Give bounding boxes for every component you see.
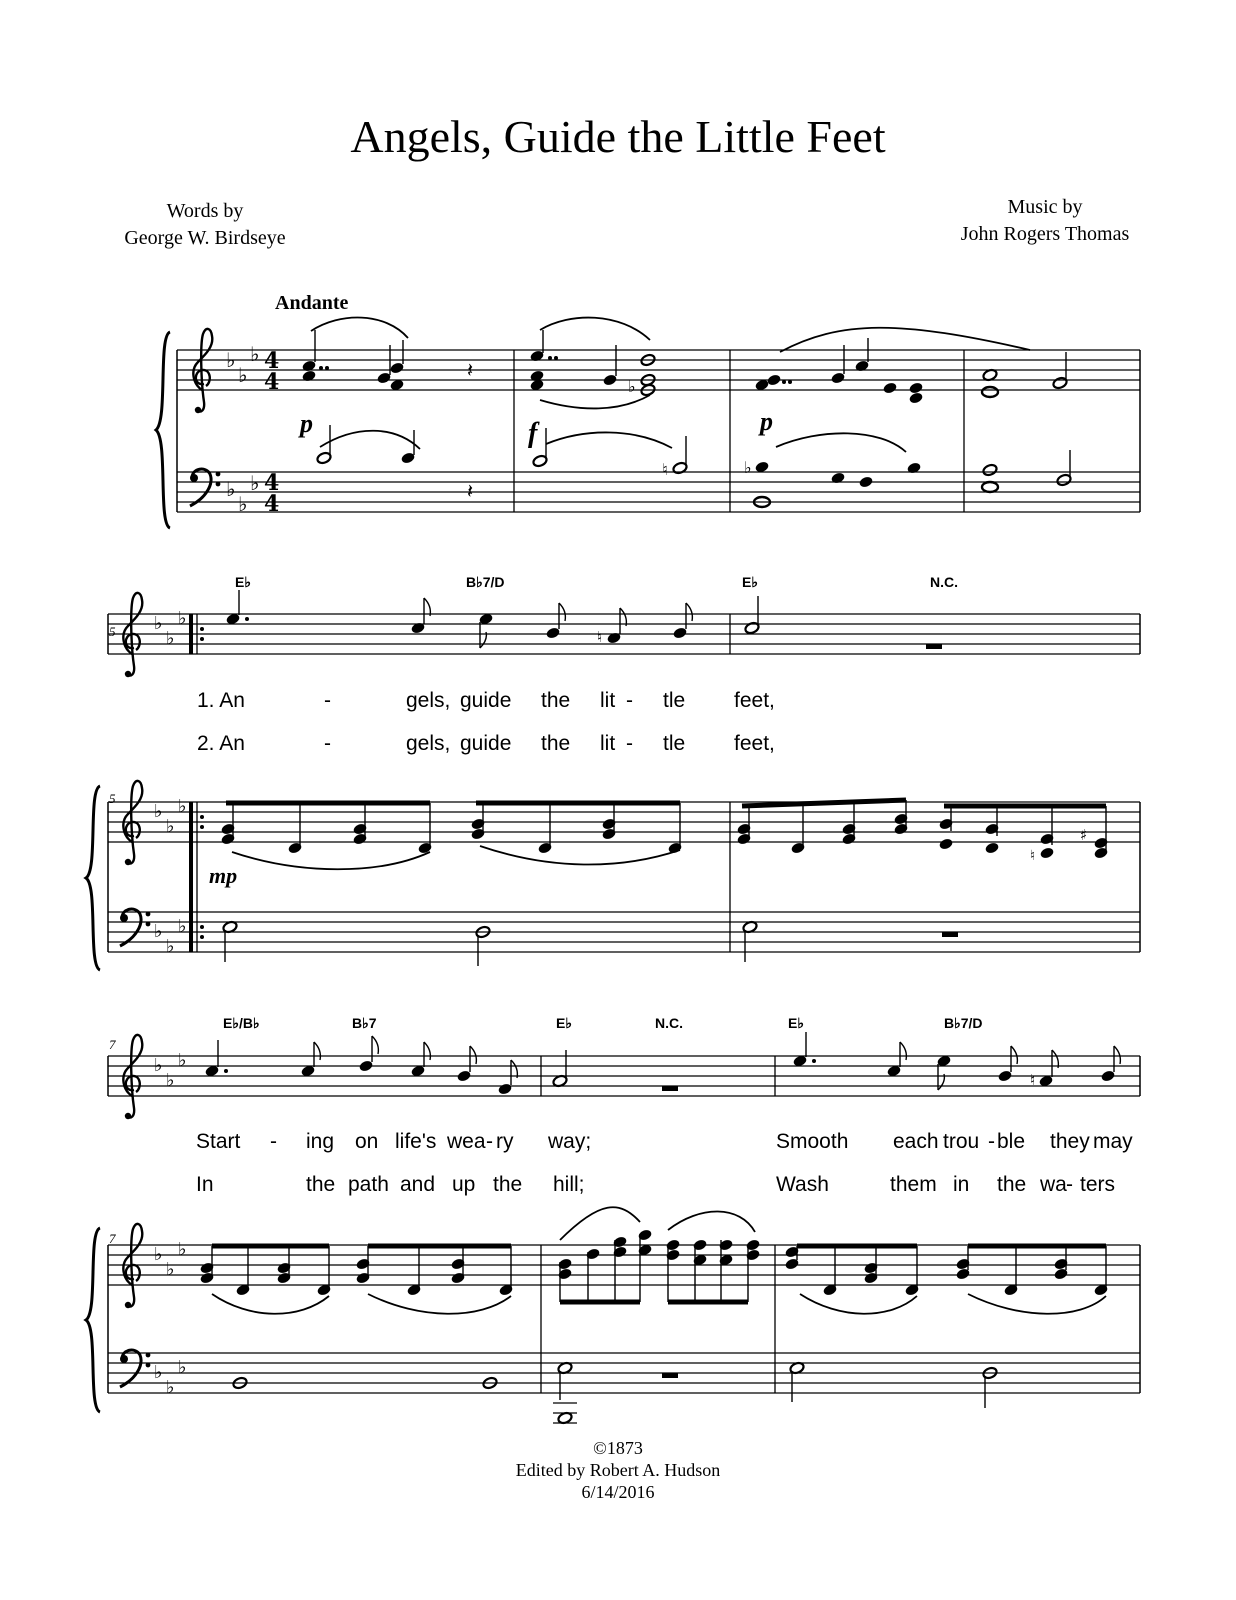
svg-text:gels,: gels, [406, 732, 451, 755]
chord-symbol: E♭ [742, 574, 758, 590]
notes-measure-1 [298, 318, 473, 503]
dynamic-mark: p [300, 409, 313, 438]
chord-symbol: N.C. [655, 1015, 683, 1031]
svg-text:ing: ing [306, 1130, 335, 1153]
svg-text:♭: ♭ [178, 796, 187, 817]
notes-measure-2 [528, 318, 688, 479]
svg-text:feet,: feet, [734, 689, 775, 712]
lyricist-name: George W. Birdseye [124, 227, 286, 249]
chord-symbol: E♭ [235, 574, 251, 590]
svg-text:tle: tle [663, 689, 686, 712]
chord-symbol: B♭7/D [944, 1015, 983, 1031]
svg-text:each: each [893, 1130, 939, 1153]
svg-text:wea: wea [447, 1130, 486, 1153]
svg-text:Start: Start [196, 1130, 241, 1153]
svg-text:♭: ♭ [166, 1259, 175, 1280]
svg-text:ble: ble [997, 1130, 1026, 1153]
treble-clef-icon [123, 593, 142, 677]
lyrics-verse-1 [196, 1130, 1133, 1153]
svg-text:life's: life's [395, 1130, 437, 1153]
svg-text:♭: ♭ [178, 1050, 187, 1071]
notes-measure-4 [982, 352, 1072, 492]
svg-text:♭: ♭ [154, 613, 163, 634]
svg-text:-: - [626, 689, 633, 712]
grand-staff-brace [86, 1228, 100, 1412]
bass-clef-icon [120, 909, 150, 946]
svg-text:𝄽: 𝄽 [467, 358, 474, 382]
svg-text:♮: ♮ [597, 628, 603, 646]
svg-text:♭: ♭ [178, 916, 187, 937]
bass-clef-icon [120, 1350, 150, 1387]
grand-staff-brace [156, 332, 170, 528]
svg-text:♭: ♭ [166, 1070, 175, 1091]
svg-text:-: - [486, 1130, 493, 1153]
edit-date: 6/14/2016 [581, 1482, 655, 1502]
measure-number: 7 [109, 1037, 116, 1052]
svg-text:them: them [890, 1173, 937, 1196]
svg-text:the: the [541, 689, 571, 712]
svg-text:♭: ♭ [154, 921, 163, 942]
chord-symbol: B♭7/D [466, 574, 505, 590]
time-signature [264, 348, 279, 517]
svg-text:In: In [196, 1173, 214, 1196]
svg-text:and: and [400, 1173, 436, 1196]
piano-bass-notes-2 [222, 920, 958, 966]
svg-text:♭: ♭ [178, 608, 187, 629]
key-signature-flats-icon [226, 342, 259, 516]
treble-clef-icon [193, 329, 212, 413]
svg-text:the: the [493, 1173, 523, 1196]
svg-text:path: path [348, 1173, 389, 1196]
svg-text:may: may [1093, 1130, 1133, 1153]
svg-text:lit: lit [600, 732, 616, 755]
treble-clef-icon [123, 1224, 142, 1308]
svg-text:♭: ♭ [154, 1055, 163, 1076]
svg-text:the: the [306, 1173, 336, 1196]
svg-text:♯: ♯ [1080, 826, 1088, 844]
svg-text:way;: way; [548, 1130, 592, 1153]
svg-text:wa: wa [1040, 1173, 1067, 1196]
svg-text:♮: ♮ [1030, 848, 1036, 864]
svg-text:guide: guide [460, 689, 512, 712]
svg-text:♭: ♭ [250, 342, 260, 366]
svg-text:ters: ters [1080, 1173, 1116, 1196]
dynamic-mark: p [760, 407, 773, 436]
svg-text:♭: ♭ [238, 363, 248, 387]
svg-text:trou: trou [943, 1130, 980, 1153]
svg-text:hill;: hill; [553, 1173, 585, 1196]
svg-text:♭: ♭ [178, 1357, 187, 1378]
svg-text:♭: ♭ [628, 377, 636, 396]
svg-text:4: 4 [264, 491, 280, 517]
svg-text:-: - [270, 1130, 277, 1153]
melody-line [225, 590, 942, 649]
svg-text:tle: tle [663, 732, 686, 755]
chord-symbol: E♭ [556, 1015, 572, 1031]
svg-text:4: 4 [264, 470, 280, 496]
song-title: Angels, Guide the Little Feet [350, 111, 886, 162]
svg-text:𝄽: 𝄽 [467, 479, 474, 503]
words-by-label: Words by [166, 200, 244, 222]
svg-text:on: on [355, 1130, 379, 1153]
lyrics-verse-2 [196, 1173, 1115, 1196]
svg-text:-: - [988, 1130, 995, 1153]
lyrics-verse-1 [197, 689, 775, 712]
chord-symbol: E♭ [788, 1015, 804, 1031]
key-signature-flats-icon [154, 1239, 187, 1398]
svg-text:♭: ♭ [744, 458, 752, 477]
system-2 [86, 574, 1140, 970]
svg-text:♭: ♭ [166, 628, 175, 649]
piano-eighth-notes-3 [199, 1207, 1108, 1314]
notes-measure-3 [744, 328, 1030, 507]
svg-text:♮: ♮ [662, 460, 668, 479]
svg-text:in: in [953, 1173, 970, 1196]
svg-text:gels,: gels, [406, 689, 451, 712]
svg-text:♭: ♭ [226, 348, 236, 372]
chord-symbol: N.C. [930, 574, 958, 590]
svg-text:-: - [626, 732, 633, 755]
svg-text:♭: ♭ [154, 801, 163, 822]
svg-text:♮: ♮ [1030, 1071, 1036, 1089]
lyrics-verse-2 [197, 732, 775, 755]
system-1 [156, 292, 1140, 528]
svg-text:the: the [541, 732, 571, 755]
svg-text:♭: ♭ [166, 816, 175, 837]
voice-staff-3 [108, 1056, 1140, 1096]
svg-text:2. An: 2. An [197, 732, 245, 755]
bass-staff-1 [177, 472, 1140, 512]
dynamic-mark: f [528, 418, 538, 449]
dynamic-mark: mp [209, 863, 238, 888]
svg-text:♭: ♭ [166, 936, 175, 957]
copyright: ©1873 [593, 1438, 643, 1458]
piano-bass-staff-2 [108, 912, 1140, 952]
svg-text:♭: ♭ [250, 471, 260, 495]
svg-text:-: - [324, 689, 331, 712]
svg-text:1. An: 1. An [197, 689, 245, 712]
bass-clef-icon [190, 469, 220, 506]
measure-number: 5 [109, 791, 116, 806]
treble-clef-icon [123, 1035, 142, 1119]
treble-clef-icon [123, 781, 142, 865]
svg-text:♭: ♭ [154, 1362, 163, 1383]
system-3 [86, 1015, 1140, 1425]
grand-staff-brace [86, 786, 100, 970]
svg-text:♭: ♭ [226, 477, 236, 501]
svg-text:♭: ♭ [238, 492, 248, 516]
svg-text:up: up [452, 1173, 476, 1196]
footer [0, 1437, 1236, 1503]
measure-number: 7 [109, 1231, 116, 1246]
svg-text:ry: ry [496, 1130, 514, 1153]
svg-text:Smooth: Smooth [776, 1130, 849, 1153]
svg-text:Wash: Wash [776, 1173, 829, 1196]
svg-text:4: 4 [264, 348, 280, 374]
tempo-marking: Andante [275, 292, 349, 314]
chord-symbol: B♭7 [352, 1015, 377, 1031]
svg-text:they: they [1050, 1130, 1090, 1153]
svg-text:-: - [324, 732, 331, 755]
music-by-label: Music by [1007, 196, 1083, 218]
composer-name: John Rogers Thomas [960, 223, 1130, 245]
svg-text:♭: ♭ [166, 1377, 175, 1398]
svg-text:lit: lit [600, 689, 616, 712]
piano-eighth-notes-2 [209, 800, 1109, 888]
svg-text:♭: ♭ [178, 1239, 187, 1260]
svg-text:♭: ♭ [154, 1244, 163, 1265]
svg-text:feet,: feet, [734, 732, 775, 755]
svg-text:guide: guide [460, 732, 512, 755]
svg-text:4: 4 [264, 369, 280, 395]
measure-number: 5 [109, 624, 116, 639]
chord-symbol: E♭/B♭ [223, 1015, 260, 1031]
editor-credit: Edited by Robert A. Hudson [515, 1460, 721, 1480]
voice-staff-2 [108, 614, 1140, 654]
svg-text:the: the [997, 1173, 1027, 1196]
svg-text:-: - [1066, 1173, 1073, 1196]
key-signature-flats-icon [154, 796, 187, 957]
